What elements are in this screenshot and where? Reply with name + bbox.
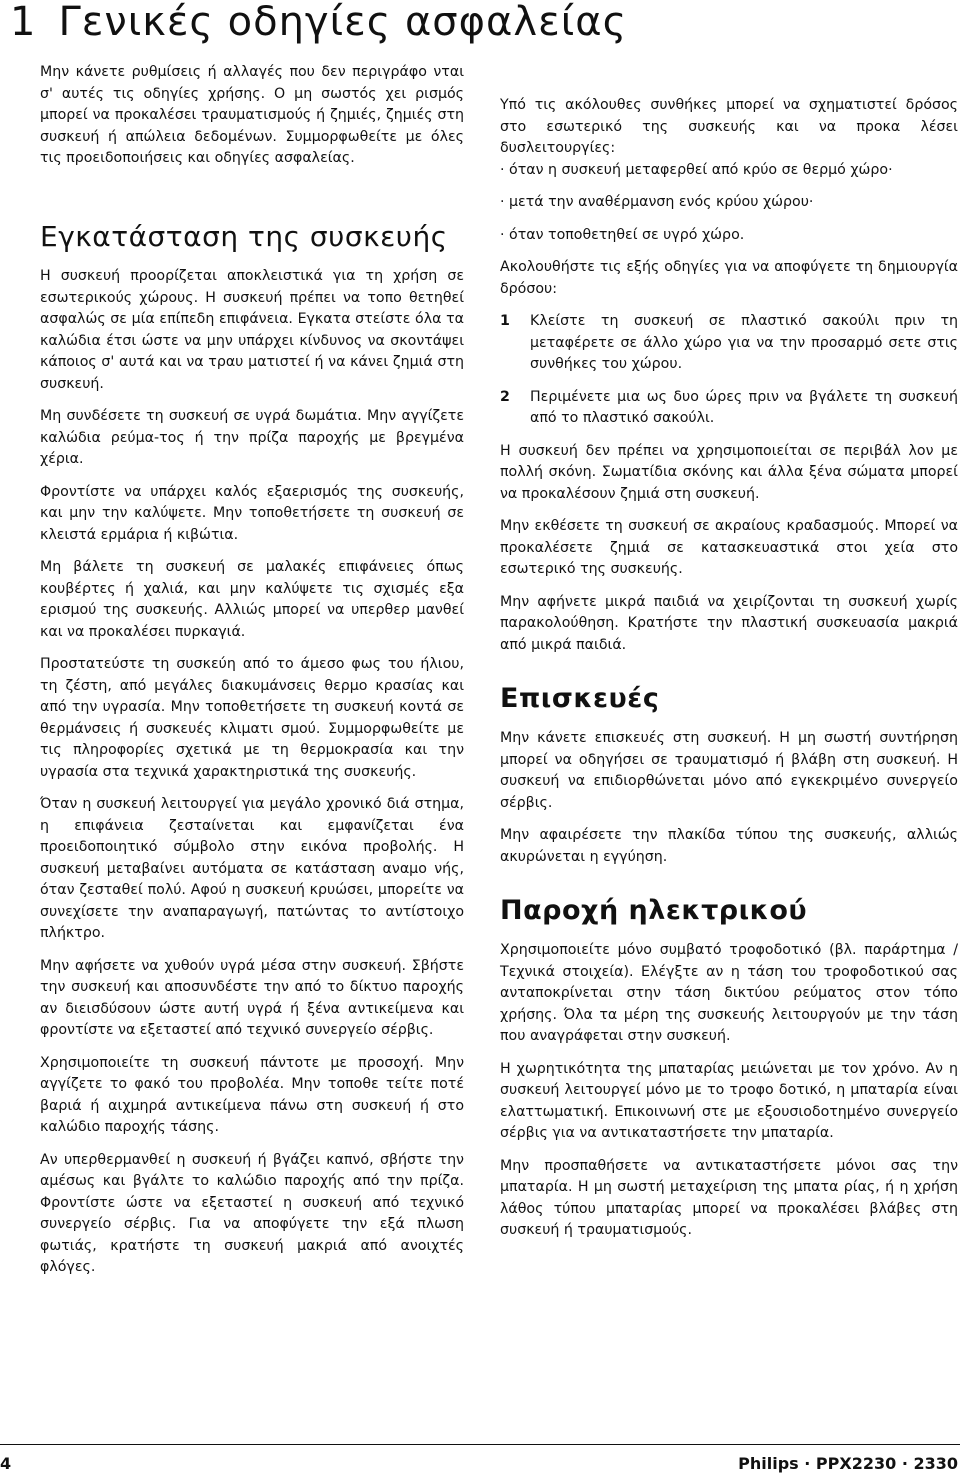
installation-heading: Εγκατάσταση της συσκευής bbox=[40, 220, 448, 253]
paragraph: Φροντίστε να υπάρχει καλός εξαερισμός της συσκευής, και μην την καλύψετε. Μην τοποθετήσετε τη συσκευή σε κλειστά ερμάρια ή κιβώτια. bbox=[40, 483, 464, 543]
chapter-number: 1 bbox=[10, 0, 37, 45]
page-number: 4 bbox=[0, 1454, 12, 1473]
paragraph: Η συσκευή προορίζεται αποκλειστικά για τη χρήση σε εσωτερικούς χώρους. Η συσκευή πρέπει να τοπο θετηθεί ασφαλώς σε μία επίπεδη επιφάνεια. Εγκατα στείστε όλα τα καλώδια έτσι ώστε να μην υπάρχει κίνδυνος να σκοντάψει κάποιος σ' αυτά και να τραυ ματιστεί ή να κάνει ζημιά στη συσκευή. bbox=[40, 268, 464, 392]
paragraph: Μη συνδέσετε τη συσκευή σε υγρά δωμάτια. Μην αγγίζετε καλώδια ρεύμα-τος ή την πρίζα παροχής με βρεγμένα χέρια. bbox=[40, 408, 464, 467]
footer-brand: Philips · PPX2230 · 2330 bbox=[738, 1454, 958, 1473]
dew-condition: · όταν η συσκευή μεταφερθεί από κρύο σε θερμό χώρο· bbox=[500, 161, 893, 178]
paragraph: Μην αφήσετε να χυθούν υγρά μέσα στην συσκευή. Σβήστε την συσκευή και αποσυνδέστε την από το δίκτυο παροχής αν διεισδύσουν ώστε αυτή υγρά ή ξένα αντικείμενα και φροντίστε να εξεταστεί από τεχνικό συνεργείο σέρβις. bbox=[40, 957, 464, 1038]
step-number: 1 bbox=[500, 313, 510, 329]
dew-intro: Υπό τις ακόλουθες συνθήκες μπορεί να σχηματιστεί δρόσος στο εσωτερικό της συσκευής και να προκα λέσει δυσλειτουργίες: bbox=[500, 97, 958, 156]
power-heading: Παροχή ηλεκτρικού bbox=[500, 895, 808, 926]
paragraph: Η συσκευή δεν πρέπει να χρησιμοποιείται σε περιβάλ λον με πολλή σκόνη. Σωματίδια σκόνης και άλλα ξένα σώματα μπορεί να προκαλέσουν ζημιά στη συσκευή. bbox=[500, 442, 958, 502]
list-item bbox=[500, 311, 958, 376]
dew-condition: · μετά την αναθέρμανση ενός κρύου χώρου· bbox=[500, 194, 814, 210]
intro-paragraph: Μην κάνετε ρυθμίσεις ή αλλαγές που δεν περιγράφο νται σ' αυτές τις οδηγίες χρήσης. Ο μη σωστός χει ρισμός μπορεί να προκαλέσει τραυματισμούς ή ζημιές, ζημιές στη συσκευή ή απώλεια δεδομένων. Συμμορφωθείτε με όλες τις προειδοποιήσεις και οδηγίες ασφαλείας. bbox=[40, 64, 464, 166]
installation-section bbox=[40, 220, 464, 1290]
paragraph: Χρησιμοποιείτε μόνο συμβατό τροφοδοτικό (βλ. παράρτημα / Τεχνικά στοιχεία). Ελέγξτε αν η τάση του τροφοδοτικού σας ανταποκρίνεται στην τάση δικτύου ρεύματος στον τόπο χρήσης. Όλα τα μέρη της συσκευής λειτουργούν με την τάση που αναγράφεται στην συσκευή. bbox=[500, 942, 958, 1044]
paragraph: Μη βάλετε τη συσκευή σε μαλακές επιφάνειες όπως κουβέρτες ή χαλιά, και μην καλύψετε τις σχισμές εξα ερισμού της συσκευής. Αλλιώς μπορεί να υπερθερ μανθεί και να προκαλέσει πυρκαγιά. bbox=[40, 559, 464, 640]
paragraph: Μην αφήνετε μικρά παιδιά να χειρίζονται τη συσκευή χωρίς παρακολούθηση. Κρατήστε την πλαστική συσκευασία μακριά από μικρά παιδιά. bbox=[500, 593, 958, 653]
paragraph: Η χωρητικότητα της μπαταρίας μειώνεται με τον χρόνο. Αν η συσκευή λειτουργεί μόνο με το τροφο δοτικό, η μπαταρία είναι ελαττωματική. Επικοινωνή στε με εξουσιοδοτημένο συνεργείο σέρβις για να αντικαταστήσετε την μπαταρία. bbox=[500, 1060, 958, 1141]
paragraph: Αν υπερθερμανθεί η συσκευή ή βγάζει καπνό, σβήστε την αμέσως και βγάλτε το καλώδιο παροχής από την πρίζα. Φροντίστε ώστε να εξεταστεί η συσκευή από τεχνικό συνεργείο σέρβις. Για να αποφύγετε την εξά πλωση φωτιάς, κρατήστε τη συσκευή μακριά από ανοιχτές φλόγες. bbox=[40, 1151, 464, 1275]
paragraph: Χρησιμοποιείτε τη συσκευή πάντοτε με προσοχή. Μην αγγίζετε το φακό του προβολέα. Μην τοποθε τείτε ποτέ βαριά ή αιχμηρά αντικείμενα πάνω στη συσκευή ή στο καλώδιο παροχής τάσης. bbox=[40, 1054, 464, 1135]
paragraph: Μην εκθέσετε τη συσκευή σε ακραίους κραδασμούς. Μπορεί να προκαλέσετε ζημιά σε κατασκευαστικά στοι χεία στο εσωτερικό της συσκευής. bbox=[500, 518, 958, 577]
paragraph: Προστατεύστε τη συσκεύη από το άμεσο φως του ήλιου, τη ζέστη, από μεγάλες διακυμάνσεις θερμο κρασίας και από την υγρασία. Μην τοποθετήσετε τη συσκευή κοντά σε θερμάνσεις ή συσκευές κλιματι σμού. Συμμορφωθείτε με τις πληροφορίες σχετικά με τη θερμοκρασία και την υγρασία στα τεχνικά χαρακτηριστικά της συσκευής. bbox=[40, 656, 464, 780]
paragraph: Όταν η συσκευή λειτουργεί για μεγάλο χρονικό διά στημα, η επιφάνεια ζεσταίνεται και εμφανίζεται ένα προειδοποιητικό σύμβολο στην εικόνα προβολής. Η συσκευή μεταβαίνει αυτόματα σε κατάσταση αναμο νής, όταν ζεσταθεί πολύ. Αφού η συσκευή κρυώσει, μπορείτε να συνεχίσετε την αναπαραγωγή, πατώντας το αντίστοιχο πλήκτρο. bbox=[40, 796, 464, 941]
footer-divider bbox=[0, 1444, 960, 1445]
paragraph: Μην προσπαθήσετε να αντικαταστήσετε μόνοι σας την μπαταρία. Η μη σωστή μεταχείριση της μπατα ρίας, ή η χρήση λάθος τύπου μπαταρίας μπορεί να προκαλέσει βλάβες στη συσκευή ή τραυματισμούς. bbox=[500, 1157, 958, 1238]
paragraph: Μην κάνετε επισκευές στη συσκευή. Η μη σωστή συντήρηση μπορεί να οδηγήσει σε τραυματισμό ή βλάβη στη συσκευή. Η συσκευή να επιδιορθώνεται μόνο από εγκεκριμένο συνεργείο σέρβις. bbox=[500, 730, 958, 811]
paragraph: Μην αφαιρέσετε την πλακίδα τύπου της συσκευής, αλλιώς ακυρώνεται η εγγύηση. bbox=[500, 827, 958, 865]
chapter-title: Γενικές οδηγίες ασφαλείας bbox=[58, 0, 628, 45]
step-text: Περιμένετε μια ως δυο ώρες πριν να βγάλετε τη συσκευή από το πλαστικό σακούλι. bbox=[530, 388, 958, 426]
list-item bbox=[500, 387, 958, 430]
repairs-heading: Επισκευές bbox=[500, 683, 660, 714]
dew-condition: · όταν τοποθετηθεί σε υγρό χώρο. bbox=[500, 226, 745, 243]
step-text: Κλείστε τη συσκευή σε πλαστικό σακούλι πριν τη μεταφέρετε σε άλλο χώρο για να την προσαρμό σετε στις συνθήκες του χώρου. bbox=[530, 313, 958, 372]
dew-steps-intro: Ακολουθήστε τις εξής οδηγίες για να αποφύγετε τη δημιουργία δρόσου: bbox=[500, 259, 958, 297]
page-title bbox=[10, 0, 627, 44]
step-number: 2 bbox=[500, 388, 510, 405]
